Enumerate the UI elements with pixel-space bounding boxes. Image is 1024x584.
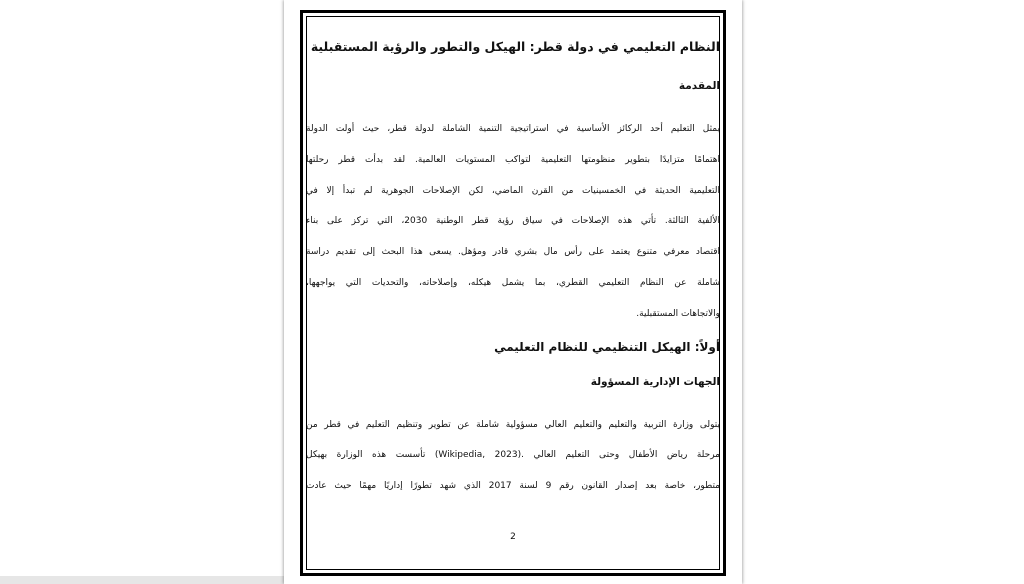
intro-line: اقتصاد معرفي متنوع يعتمد على رأس مال بشري قادر ومؤهل. يسعى هذا البحث إلى تقديم دراسة: [306, 247, 720, 258]
page-number: 2: [510, 532, 516, 542]
intro-line: والاتجاهات المستقبلية.: [636, 308, 720, 319]
intro-line: شاملة عن النظام التعليمي القطري، بما يشمل هيكله، وإصلاحاته، والتحديات التي يواجهها،: [306, 277, 720, 288]
viewer-background-strip: [0, 576, 284, 584]
intro-line: الألفية الثالثة. تأتي هذه الإصلاحات في سياق رؤية قطر الوطنية 2030، التي تركز على بناء: [306, 216, 720, 227]
intro-line: التعليمية الحديثة في الخمسينيات من القرن الماضي، لكن الإصلاحات الجوهرية لم تبدأ إلا في: [306, 185, 720, 196]
section1-line: متطور، خاصة بعد إصدار القانون رقم 9 لسنة 2017 الذي شهد تطورًا إداريًا مهمًا حيث عادت: [306, 481, 720, 492]
intro-line: يمثل التعليم أحد الركائز الأساسية في استراتيجية التنمية الشاملة لدولة قطر، حيث أولت الدولة: [306, 124, 720, 134]
section1-heading: أولاً: الهيكل التنظيمي للنظام التعليمي: [494, 339, 720, 354]
document-title: النظام التعليمي في دولة قطر: الهيكل والتطور والرؤية المستقبلية: [310, 39, 720, 54]
intro-heading: المقدمة: [678, 80, 720, 92]
intro-paragraph: [306, 114, 720, 330]
section1-line: يتولى وزارة التربية والتعليم والتعليم العالي مسؤولية شاملة عن تطوير وتنظيم التعليم في قطر من: [306, 419, 720, 430]
section1-line: مرحلة رياض الأطفال وحتى التعليم العالي .(Wikipedia, 2023) تأسست هذه الوزارة بهيكل: [306, 450, 721, 461]
section1-subheading: الجهات الإدارية المسؤولة: [590, 375, 720, 388]
page-content: [306, 38, 720, 502]
document-page: [284, 0, 742, 584]
intro-line: اهتمامًا متزايدًا بتطوير منظومتها التعليمية لتواكب المستويات العالمية. لقد بدأت قطر رحلتها: [306, 154, 720, 165]
section1-paragraph: [306, 410, 720, 502]
